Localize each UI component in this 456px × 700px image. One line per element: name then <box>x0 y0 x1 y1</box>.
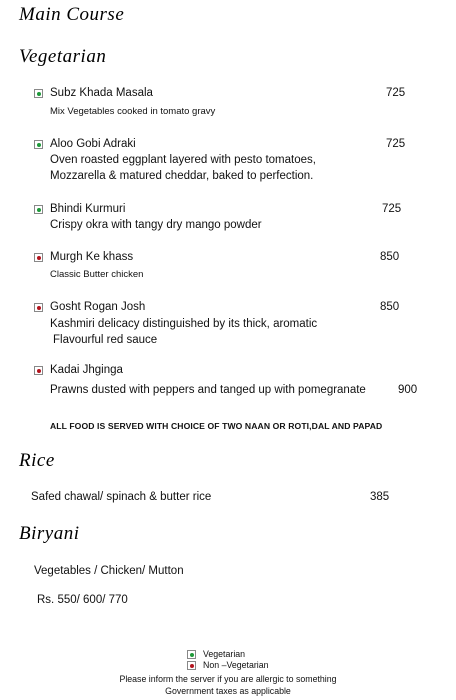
rice-price: 385 <box>370 491 390 503</box>
item-name: Gosht Rogan Josh <box>50 301 146 313</box>
legend-veg-label: Vegetarian <box>203 649 246 659</box>
item-price: 900 <box>398 384 418 396</box>
nonveg-icon <box>34 366 43 375</box>
item-description: Mozzarella & matured cheddar, baked to perfection. <box>50 170 314 182</box>
nonveg-icon <box>34 303 43 312</box>
item-description: Crispy okra with tangy dry mango powder <box>50 219 262 231</box>
veg-icon <box>187 650 196 659</box>
item-description: Prawns dusted with peppers and tanged up with pomegranate <box>50 384 366 396</box>
item-description: Mix Vegetables cooked in tomato gravy <box>50 106 216 117</box>
vegetarian-heading: Vegetarian <box>19 46 107 67</box>
rice-heading: Rice <box>19 450 55 471</box>
item-price: 725 <box>382 203 402 215</box>
rice-name: Safed chawal/ spinach & butter rice <box>31 491 212 503</box>
biryani-name: Vegetables / Chicken/ Mutton <box>34 565 184 577</box>
biryani-heading: Biryani <box>19 523 80 544</box>
item-description: Classic Butter chicken <box>50 269 144 280</box>
veg-icon <box>34 140 43 149</box>
item-name: Subz Khada Masala <box>50 87 153 99</box>
legend-nonveg-label: Non –Vegetarian <box>203 660 269 670</box>
main-course-heading: Main Course <box>19 4 125 25</box>
item-description: Kashmiri delicacy distinguished by its thick, aromatic <box>50 318 318 330</box>
item-name: Murgh Ke khass <box>50 251 134 263</box>
nonveg-icon <box>187 661 196 670</box>
veg-icon <box>34 89 43 98</box>
biryani-price: Rs. 550/ 600/ 770 <box>37 594 128 606</box>
nonveg-icon <box>34 253 43 262</box>
item-name: Aloo Gobi Adraki <box>50 138 136 150</box>
item-price: 850 <box>380 251 400 263</box>
served-note: ALL FOOD IS SERVED WITH CHOICE OF TWO NAAN OR ROTI,DAL AND PAPAD <box>50 421 383 431</box>
item-description: Oven roasted eggplant layered with pesto tomatoes, <box>50 154 316 166</box>
item-price: 850 <box>380 301 400 313</box>
veg-icon <box>34 205 43 214</box>
item-price: 725 <box>386 87 406 99</box>
tax-note: Government taxes as applicable <box>165 686 291 696</box>
allergy-note: Please inform the server if you are allergic to something <box>119 674 337 684</box>
item-name: Bhindi Kurmuri <box>50 203 126 215</box>
item-name: Kadai Jhginga <box>50 364 123 376</box>
item-price: 725 <box>386 138 406 150</box>
item-description: Flavourful red sauce <box>53 334 158 346</box>
